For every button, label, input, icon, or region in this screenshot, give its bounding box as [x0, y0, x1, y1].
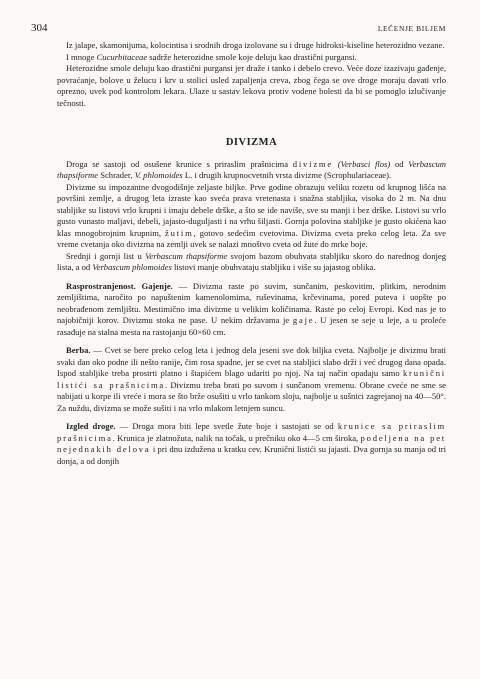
section-paragraph-3: Srednji i gornji list u Verbascum thapsiforme svojom bazom obuhvata stabljiku skoro do narednog donjeg lista, a od Verbascum phlomoides listovi manje obuhvataju stabljiku i više su jajastog oblika. — [57, 250, 446, 272]
intro-paragraph-2: I mnoge Cucurbitaceae sadrže heterozidne smole koje deluju kao drastični purgansi. — [66, 51, 357, 62]
section-paragraph-1: Droga se sastoji od osušene krunice s priraslim prašnicima divizme (Verbasci flos) od Verbascum thapsiforme Schrader, V. phlomoides L. i drugih krupnocvetnih vrsta divizme (Scrophulariaceae). — [57, 158, 447, 180]
run-in-heading: Izgled droge. — [66, 421, 116, 431]
spacer — [57, 274, 446, 281]
run-in-heading: Rasprostranjenost. Gajenje. — [66, 280, 173, 291]
spaced-term: krunice sa priraslim prašnicima — [57, 421, 446, 443]
latin-name: Verbascum thapsiforme — [57, 158, 447, 180]
spaced-term: žutim — [165, 227, 194, 238]
spaced-term: krunični listići sa prašnicima — [57, 368, 446, 390]
latin-name: (Verbasci flos) — [337, 158, 391, 169]
page-header — [31, 22, 446, 34]
spacer — [57, 414, 446, 421]
page-body — [57, 40, 446, 467]
spaced-term: gaje — [292, 315, 315, 325]
intro-paragraph-3: Heterozidne smole deluju kao drastični purgansi jer draže i tanko i debelo crevo. Veće doze izazivaju gađenje, povraćanje, bolove u želucu i krv u stolici usled zapaljenja creva, zbog čega se ove droge moraju davati vrlo oprezno, uvek pod kontrolom lekara. Ulaze u sastav lekova protiv vodene bolesti da bi se pomoglo izlučivanje tečnosti. — [57, 63, 446, 108]
intro-paragraph-1: Iz jalape, skamonijuma, kolocintisa i srodnih droga izolovane su i druge hidroksi-kiseline heterozidno vezane. — [66, 40, 445, 50]
spacer — [57, 338, 446, 345]
harvest-paragraph: Berba. — Cvet se bere preko celog leta i jednog dela jeseni sve dok biljka cveta. Najbolje je divizmu brati svaki dan oko podne ili nešto ranije, čim rosa spadne, jer se cvet na stabljici slabo drži i već drugog dana opada. Ispod stabljike treba prostrti platno i štapićem blago udariti po njoj. Na taj način opadaju samo krunični listići sa prašnicima. Divizmu treba brati po suvom i sunčanom vremenu. Obrane cveće ne sme se nabijati u korpe ili vreće i mora se što brže osušiti u vrlo tankom sloju, najbolje u sušnici zagrejanoj na 40—50°. Za nuždu, divizma se može sušiti i na vrlo mlakom letnjem suncu. — [57, 345, 446, 413]
latin-name: Verbascum thapsiforme — [145, 250, 228, 261]
running-title: LEČENJE BILJEM — [377, 24, 446, 33]
appearance-paragraph: Izgled droge. — Droga mora biti lepe svetle žute boje i sastojati se od krunice sa priraslim prašnicima. Krunica je zlatnožuta, nalik na točak, u prečniku oko 4—5 cm široka, podeljena na pet nejednakih delova i pri dnu izdužena u kratku cev. Krunični listići su jajasti. Dva gornja su manja od tri donja, a od donjih — [57, 421, 447, 466]
section-paragraph-2: Divizme su impozantne dvogodišnje zeljaste biljke. Prve godine obrazuju veliku rozetu od krupnog lišća na površini zemlje, a drugog leta izraste kao sveća prava vretenasta i snažna stabljika, visoka do 2 m. Na dnu stabljike su listovi vrlo krupni i imaju debele drške, a što se ide naviše, sve su manji i bez drške. Listovi su vrlo gusto vunasto maljavi, debeli, jajasto-duguljasti i na vrhu šiljasti. Gornja polovina stabljike je gusto okićena kao klas mnogobrojnim krupnim, žutim, gotovo sedećim cvetovima. Divizma cveta preko celog leta. Za sve vreme cvetanja oko divizma na zemlji uvek se nalazi mnoštvo cveta od žute do mrke boje. — [57, 181, 446, 249]
spaced-term: divizme — [292, 158, 334, 169]
section-title: DIVIZMA — [225, 137, 278, 148]
spaced-term: podeljena na pet nejednakih delova — [57, 432, 446, 454]
run-in-heading: Berba. — [66, 345, 91, 355]
latin-name: Cucurbitaceae — [96, 51, 148, 62]
latin-name: V. phlomoides — [134, 170, 183, 180]
page-number: 304 — [31, 22, 48, 34]
latin-name: Verbascum phlomoides — [92, 262, 172, 272]
distribution-paragraph: Rasprostranjenost. Gajenje. — Divizma raste po suvim, sunčanim, peskovitim, plitkim, nerodnim zemljištima, naročito po napuštenim kamenolomima, ruševinama, krčevinama, pored puteva i uopšte po neobrađenom zemljištu. Mestimično ima divizme u velikim količinama. Raste po celoj Evropi. Kod nas je to najobičniji korov. Divizmu stoka ne pase. U nekim državama je gaje. U jesen se seje u leje, a u proleće rasađuje na stalna mesta na rastojanju 60×60 cm. — [57, 280, 446, 337]
